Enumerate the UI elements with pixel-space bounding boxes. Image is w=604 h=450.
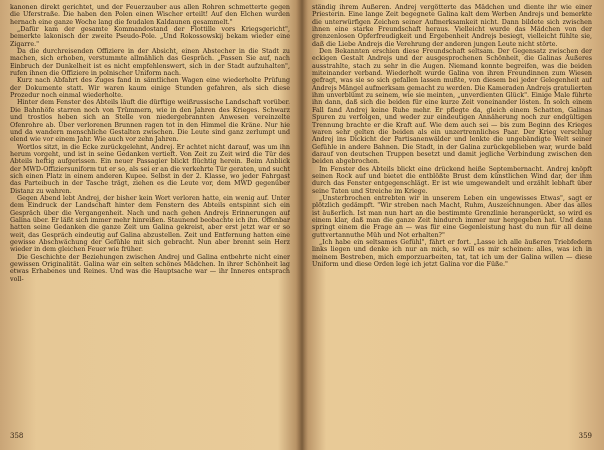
- paragraph: Kurz nach Abfahrt des Zuges fand in sämtlichen Wagen eine wiederholte Prüfung der Dokumente statt. Wir waren kaum einige Stunden gefahren, als sich diese Prozedur noch einmal wiederholte.: [10, 77, 290, 100]
- book-gutter: [296, 0, 308, 450]
- paragraph: kanonen direkt gerichtet, und der Feuerzauber aus allen Rohren schmetterte gegen die Uferstraße. Die haben den Polen einen Wischer erteilt! Auf den Elchen wurden hernach eine ganze Woche lang die feudalen Kaldaunen gesammelt.": [10, 4, 290, 26]
- paragraph: ständig ihrem Äußeren. Andrej vergötterte das Mädchen und diente ihr wie einer Priesterin. Eine lange Zeit begegnete Galina kalt dem Werben Andrejs und bemerkte die unterwürfigen Zeichen seiner Aufmerksamkeit nicht. Dann bildete sich zwischen ihnen eine starke Freundschaft heraus. Vielleicht wurde das Mädchen von der grenzenlosen Opferfreudigkeit und Ergebenheit Andrejs besiegt, vielleicht fühlte sie, daß die Liebe Andrejs die Verehrung der anderen jungen Leute nicht störte.: [312, 4, 592, 48]
- left-page-text: [10, 4, 290, 424]
- paragraph: „Dafür kam der gesamte Kommandostand der Flottille vors Kriegsgericht", bemerkte lakonisch der zweite Pseudo-Pole. „Und Rokossowskij bekam wieder eine Zigarre.": [10, 26, 290, 48]
- paragraph: Im Fenster des Abteils blickt eine drückend heiße Septembernacht. Andrej knöpft seinen Rock auf und bietet die entblößte Brust dem künstlichen Wind dar, der ihm durch das Fenster entgegenschlägt. Er ist wie umgewandelt und erzählt lebhaft über seine Taten und Streiche im Kriege.: [312, 165, 592, 195]
- page-number: 358: [10, 432, 24, 440]
- page-number: 359: [578, 432, 592, 440]
- paragraph: Die Geschichte der Beziehungen zwischen Andrej und Galina entbehrte nicht einer gewissen Originalität. Galina war ein selten schönes Mädchen. In ihrer Schönheit lag etwas Erhabenes und Reines. Und was die Hauptsache war — ihr Inneres entsprach voll-: [10, 253, 290, 283]
- paragraph: Wortlos sitzt, in die Ecke zurückgelehnt, Andrej. Er achtet nicht darauf, was um ihn herum vorgeht, und ist in seine Gedanken vertieft. Von Zeit zu Zeit wird die Tür des Abteils heftig aufgerissen. Ein neuer Passagier blickt flüchtig herein. Beim Anblick der MWD-Offiziersuniform tut er so, als sei er an die verkehrte Tür geraten, und sucht sich einen Platz in einem anderen Kupee. Selbst in der 2. Klasse, wo jeder Fahrgast das Parteibuch in der Tasche trägt, ziehen es die Leute vor, dem MWD gegenüber Distanz zu wahren.: [10, 143, 290, 195]
- right-page: [308, 4, 596, 446]
- right-page-text: [312, 4, 592, 424]
- paragraph: Gegen Abend lebt Andrej, der bisher kein Wort verloren hatte, ein wenig auf. Unter dem Eindruck der Landschaft hinter dem Fenstern des Abteils entspinnt sich ein Gespräch über die Vergangenheit. Nach und nach gehen Andrejs Erinnerungen auf Galina über. Er läßt sich immer mehr hinreißen. Staunend beobachte ich ihn. Offenbar hatten seine Gedanken die ganze Zeit um Galina gekreist, aber erst jetzt war er so weit, das Gespräch eindeutig auf Galina abzustellen. Zeit und Entfernung hatten eine gewisse Abschwächung der Gefühle mit sich gebracht. Nun aber brennt sein Herz wieder in dem gleichen Feuer wie früher.: [10, 194, 290, 254]
- left-page: [6, 4, 294, 446]
- paragraph: Den Bekannten erschien diese Freundschaft seltsam. Der Gegensatz zwischen der eckigen Gestalt Andrejs und der ausgesprochenen Schönheit, die Galinas Äußeres ausstrahlte, stach zu sehr in die Augen. Niemand konnte begreifen, was die beiden miteinander verband. Wiederholt wurde Galina von ihren Freundinnen zum Wiesen gefragt, was sie so sich gefallen lassen mußte, von diesem bei jeder Gelegenheit auf Andrejs Mängel aufmerksam gemacht zu werden. Die Kameraden Andrejs gratulierten ihm unverblümt zu seinem, wie sie meinten, „unverdienten Glück". Einige Male führte ihn dann, daß sich die beiden für eine kurze Zeit voneinander lösten. In solch einem Fall fand Andrej keine Ruhe mehr. Er pflegte da, gleich einem Schatten, Galinas Spuren zu verfolgen, und weder zur eindeutigen Annäherung noch zur endgültigen Trennung brachte er die Kraft auf. Wie dem auch sei — bis zum Beginn des Krieges waren sehr gelten die beiden als ein unzertrennliches Paar. Der Krieg verschlug Andrej ins Dickicht der Partisanenwälder und lenkte die ungebändigte Welt seiner Gefühle in andere Bahnen. Die Stadt, in der Galina zurückgeblieben war, wurde bald darauf von deutschen Truppen besetzt und damit jegliche Verbindung zwischen den beiden abgebrochen.: [312, 48, 592, 166]
- paragraph: Da die durchreisenden Offiziere in der Absicht, einen Abstecher in die Stadt zu machen, sich erhoben, verstummte allmählich das Gespräch. „Passen Sie auf, nach Einbruch der Dunkelheit ist es nicht empfehlenswert, sich in der Stadt aufzuhalten", rufen ihnen die Offiziere in polnischer Uniform nach.: [10, 48, 290, 78]
- paragraph: Hinter dem Fenster des Abteils läuft die dürftige weißrussische Landschaft vorüber. Die Bahnhöfe starren noch von Trümmern, wie in den Jahren des Krieges. Schwarz und trostlos heben sich an Stelle von niedergebrannten Anwesen vereinzelte Ofenrohre ab. Über verlorenen Brunnen ragen tot in den Himmel die Kräne. Nur hie und da wandern menschliche Gestalten zwischen. Die Leute sind ganz zerlumpt und elend wie vor einem Jahr. Wie auch vor zehn Jahren.: [10, 99, 290, 144]
- paragraph: „Unsterbrochen entrebten wir in unserem Leben ein ungewisses Etwas", sagt er plötzlich gedämpft. "Wir streben nach Macht, Ruhm, Auszeichnungen. Aber das alles ist äußerlich. Ist man nun hart an die bestimmte Grenzlinie herangerückt, so wird es einem klar, daß man die ganze Zeit hindurch immer nur hergegeben hat. Und dann springt einem die Frage an — was für eine Gegenleistung hast du nun für all deine guttvertannuthe Müh und Not erhalten?": [312, 194, 592, 239]
- paragraph: „Ich habe ein seltsames Gefühl", fährt er fort. „Lasse ich alle äußeren Triebfedern links liegen und denke ich nur an mich, so will es mir scheinen: alles, was ich in meinem Bestreben, mich emporzuarbeiten, tat, tat ich um der Galina willen — diese Uniform und diese Orden lege ich jetzt Galina vor die Füße.": [312, 239, 592, 269]
